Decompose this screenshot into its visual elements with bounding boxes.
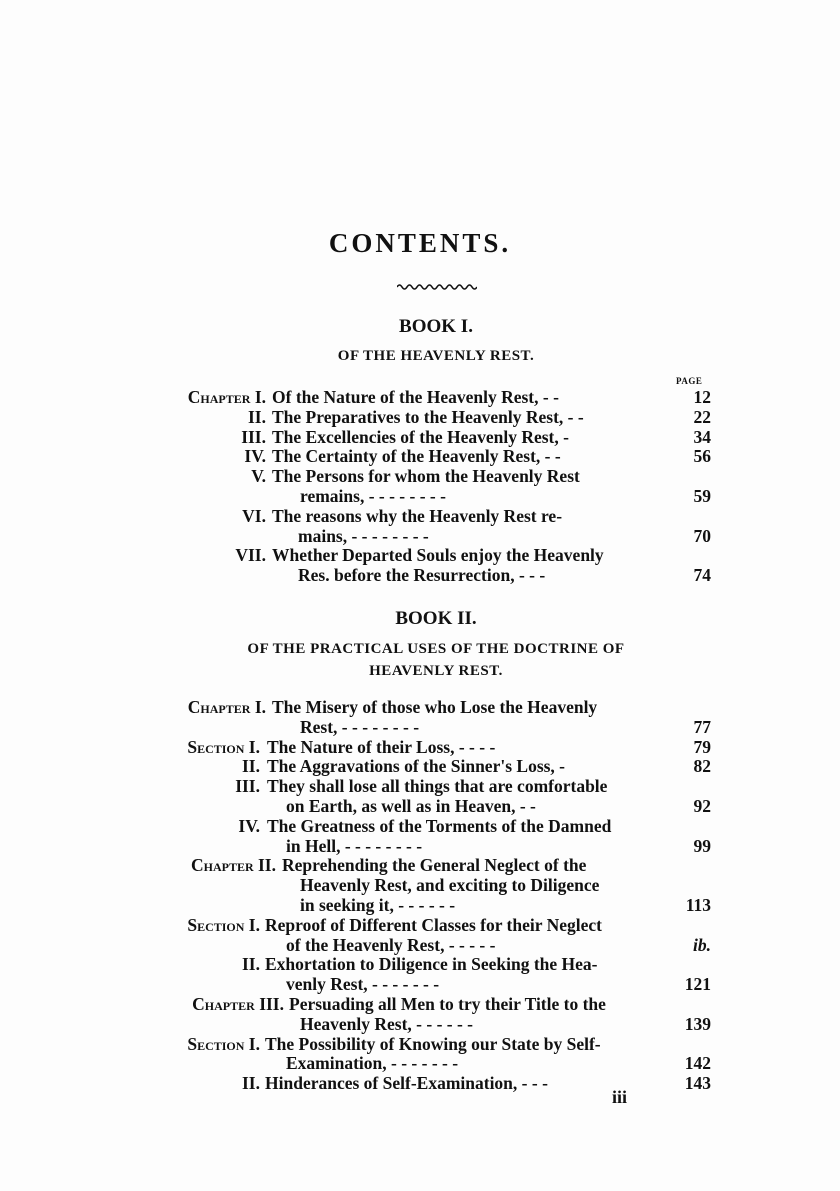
entry-label: IV. (238, 815, 260, 836)
entry-page-number: 99 (693, 835, 711, 856)
entry-label: VI. (242, 505, 266, 526)
entry-title: Reprehending the General Neglect of the (282, 855, 587, 876)
entry-page-number: 92 (693, 796, 711, 816)
entry-title: Heavenly Rest, and exciting to Diligence (300, 875, 600, 896)
page-folio: iii (612, 1087, 628, 1107)
entry-title: remains, - - - - - - - - (300, 486, 446, 506)
entry-label: V. (251, 466, 266, 487)
entry-page-number: 12 (693, 387, 711, 407)
entry-label: Section I. (187, 1033, 260, 1054)
entry-page-number: 121 (684, 974, 711, 995)
entry-page-number: 70 (693, 525, 711, 546)
entry-page-number: 139 (684, 1013, 711, 1034)
book-2-subtitle-line-1: OF THE PRACTICAL USES OF THE DOCTRINE OF (247, 641, 625, 657)
entry-title: The Aggravations of the Sinner's Loss, - (267, 756, 566, 777)
contents-heading: CONTENTS. (328, 228, 512, 258)
entry-title: The Certainty of the Heavenly Rest, - - (272, 446, 561, 467)
entry-page-number: 34 (693, 426, 711, 447)
entry-label: Chapter I. (187, 697, 266, 717)
entry-label: Chapter II. (190, 855, 276, 876)
entry-page-number: 56 (693, 446, 711, 467)
entry-label: Section I. (187, 736, 260, 757)
entry-title: The Possibility of Knowing our State by Self- (265, 1033, 601, 1054)
book-2-subtitle-line-2: HEAVENLY REST. (369, 663, 503, 679)
entry-title: in Hell, - - - - - - - - (286, 835, 423, 856)
entry-title: mains, - - - - - - - - (298, 525, 429, 546)
entry-page-number: 142 (684, 1053, 711, 1074)
entry-label: II. (242, 756, 260, 777)
entry-label: VII. (235, 545, 266, 566)
entry-page-number: 59 (693, 486, 711, 506)
entry-page-number: 79 (693, 736, 711, 757)
entry-title: Res. before the Resurrection, - - - (298, 565, 546, 586)
entry-title: Whether Departed Souls enjoy the Heavenly (272, 545, 604, 566)
entry-label: Section I. (187, 914, 260, 935)
entry-page-number: 77 (693, 716, 711, 737)
entry-label: Chapter I. (187, 387, 266, 407)
entry-label: II. (242, 1073, 260, 1094)
entry-page-number: 143 (684, 1073, 711, 1094)
entry-title: of the Heavenly Rest, - - - - - (286, 934, 496, 955)
book-1-subtitle: OF THE HEAVENLY REST. (337, 348, 535, 364)
entry-title: The Persons for whom the Heavenly Rest (272, 466, 580, 487)
entry-label: II. (248, 406, 266, 427)
entry-label: II. (242, 954, 260, 975)
entry-title: on Earth, as well as in Heaven, - - (286, 796, 536, 816)
book-2-title: BOOK II. (395, 608, 477, 629)
entry-label: IV. (244, 446, 266, 467)
entry-title: The Preparatives to the Heavenly Rest, - - (272, 406, 584, 427)
entry-title: Persuading all Men to try their Title to the (289, 994, 606, 1014)
book-1-title: BOOK I. (399, 316, 473, 337)
entry-title: They shall lose all things that are comfortable (267, 776, 608, 797)
entry-title: The Misery of those who Lose the Heavenly (272, 697, 598, 717)
entry-title: Examination, - - - - - - - (286, 1053, 459, 1074)
entry-title: venly Rest, - - - - - - - (286, 974, 440, 995)
entry-title: The reasons why the Heavenly Rest re- (272, 505, 563, 526)
entry-page-number: 113 (685, 895, 711, 915)
entry-label: III. (235, 776, 260, 797)
entry-title: The Greatness of the Torments of the Damned (267, 815, 612, 836)
entry-title: Hinderances of Self-Examination, - - - (265, 1073, 548, 1094)
entry-page-number: 82 (693, 756, 711, 777)
entry-title: Of the Nature of the Heavenly Rest, - - (272, 387, 559, 407)
entry-title: The Excellencies of the Heavenly Rest, - (272, 426, 569, 447)
entry-page-number: 74 (693, 565, 711, 586)
entry-page-number: ib. (693, 934, 711, 955)
entry-title: Exhortation to Diligence in Seeking the Hea- (265, 954, 598, 975)
page-column-label: PAGE (676, 376, 703, 386)
entry-page-number: 22 (693, 406, 711, 427)
wavy-ornament-rule (397, 283, 477, 291)
entry-label: III. (241, 426, 266, 447)
entry-title: The Nature of their Loss, - - - - (267, 736, 496, 757)
entry-title: in seeking it, - - - - - - (300, 895, 456, 915)
entry-title: Reproof of Different Classes for their Neglect (265, 914, 602, 935)
entry-title: Heavenly Rest, - - - - - - (300, 1013, 474, 1034)
entry-title: Rest, - - - - - - - - (300, 716, 420, 737)
entry-label: Chapter III. (192, 994, 284, 1014)
